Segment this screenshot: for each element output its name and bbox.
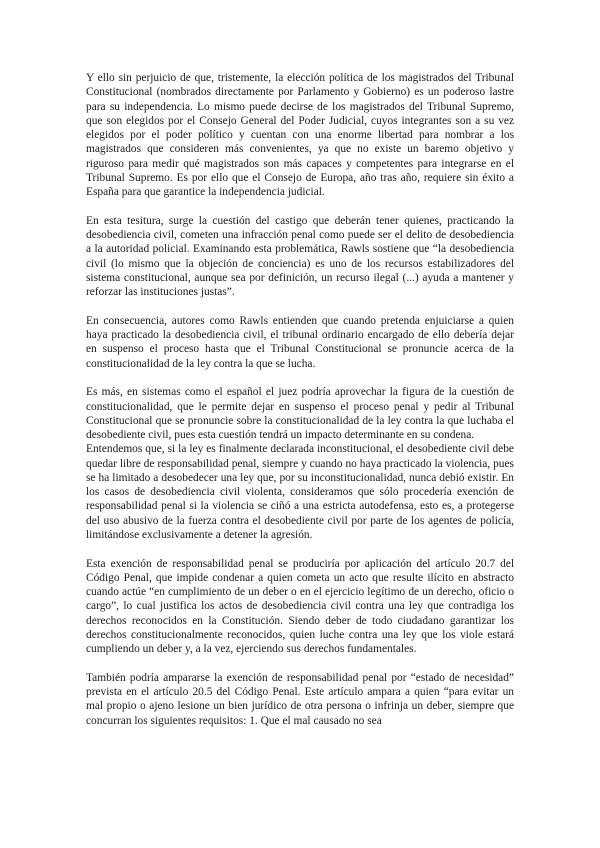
- paragraph-rawls-suspension: En consecuencia, autores como Rawls entienden que cuando pretenda enjuiciarse a quien haya practicado la desobediencia civil, el tribunal ordinario encargado de ello debería dejar en suspenso el proceso hasta que el Tribunal Constitucional se pronuncie acerca de la constitucionalidad de la ley contra la que se lucha.: [86, 314, 514, 370]
- paragraph-judicial-independence: Y ello sin perjuicio de que, tristemente, la elección política de los magistrados del Tribunal Constitucional (nombrados directamente por Parlamento y Gobierno) es un poderoso lastre para su independencia. Lo mismo puede decirse de los magistrados del Tribunal Supremo, que son elegidos por el Consejo General del Poder Judicial, cuyos integrantes son a su vez elegidos por el poder político y cuentan con una enorme libertad para nombrar a los magistrados que consideren más convenientes, ya que no existe un baremo objetivo y riguroso para medir qué magistrados son más capaces y competentes para integrarse en el Tribunal Supremo. Es por ello que el Consejo de Europa, año tras año, requiere sin éxito a España para que garantice la independencia judicial.: [86, 72, 514, 198]
- paragraph-civil-disobedience-punishment: En esta tesitura, surge la cuestión del castigo que deberán tener quienes, practicando la desobediencia civil, cometen una infracción penal como puede ser el delito de desobediencia a la autoridad policial. Examinando esta problemática, Rawls sostiene que “la desobediencia civil (lo mismo que la objeción de conciencia) es uno de los recursos estabilizadores del sistema constitucional, aunque sea por definición, un recurso ilegal (...) ayuda a mantener y reforzar las instituciones justas”.: [86, 214, 514, 298]
- paragraph-constitutionality-question: Es más, en sistemas como el español el juez podría aprovechar la figura de la cuestión de constitucionalidad, que le permite dejar en suspenso el proceso penal y pedir al Tribunal Constitucional que se pronuncie sobre la constitucionalidad de la ley contra la que luchaba el desobediente civil, pues esta cuestión tendrá un impacto determinante en su condena.: [86, 386, 514, 441]
- paragraph-article-20-7: Esta exención de responsabilidad penal se produciría por aplicación del artículo 20.7 del Código Penal, que impide condenar a quien cometa un acto que resulte ilícito en abstracto cuando actúe “en cumplimiento de un deber o en el ejercicio legítimo de un derecho, oficio o cargo”, lo cual justifica los actos de desobediencia civil contra una ley que contradiga los derechos reconocidos en la Constitución. Siendo deber de todo ciudadano garantizar los derechos constitucionalmente reconocidos, quien luche contra una ley que los viole estará cumpliendo un deber y, a la vez, ejerciendo sus derechos fundamentales.: [86, 557, 514, 655]
- paragraph-criminal-liability: Entendemos que, si la ley es finalmente declarada inconstitucional, el desobediente civil debe quedar libre de responsabilidad penal, siempre y cuando no haya practicado la violencia, pues se ha limitado a desobedecer una ley que, por su inconstitucionalidad, nunca debió existir. En los casos de desobediencia civil violenta, consideramos que sólo procedería exención de responsabilidad penal si la violencia se ciñó a una estricta autodefensa, esto es, a protegerse del uso abusivo de la fuerza contra el desobediente civil por parte de los agentes de policía, limitándose exclusivamente a detener la agresión.: [86, 443, 514, 541]
- paragraph-state-of-necessity: También podría ampararse la exención de responsabilidad penal por “estado de necesidad” prevista en el artículo 20.5 del Código Penal. Este artículo ampara a quien “para evitar un mal propio o ajeno lesione un bien jurídico de otra persona o infrinja un deber, siempre que concurran los siguientes requisitos: 1. Que el mal causado no sea: [86, 671, 514, 727]
- document-page: [86, 71, 514, 728]
